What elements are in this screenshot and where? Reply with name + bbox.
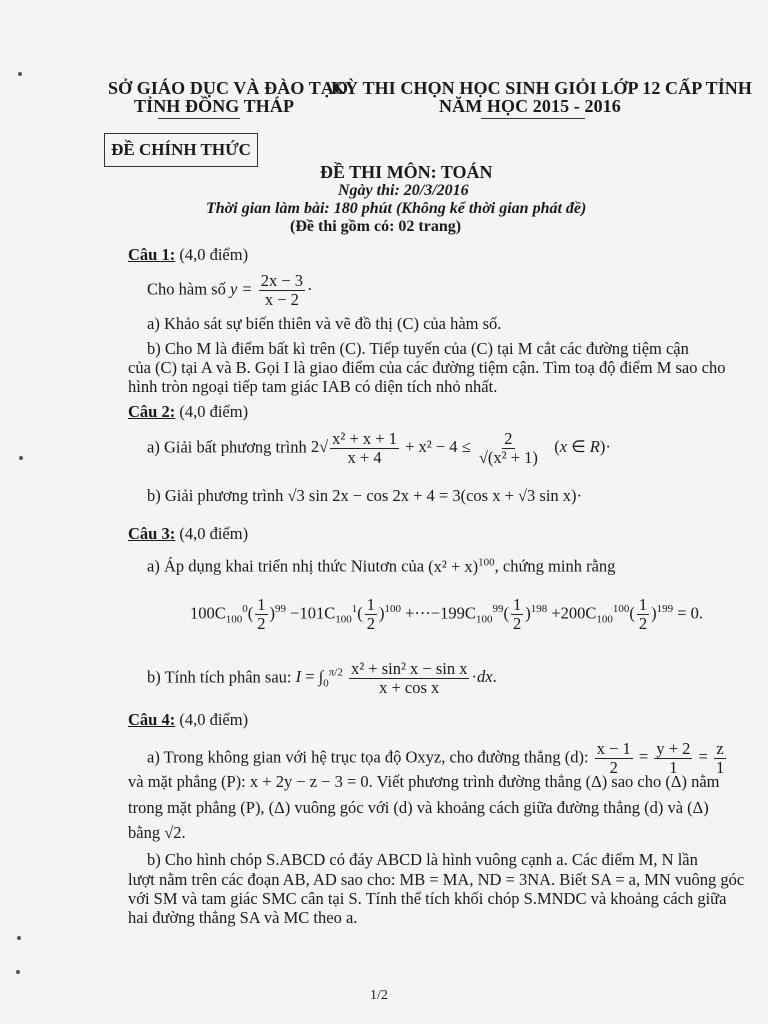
- scan-speck: [17, 936, 21, 940]
- q1-part-b-line2: của (C) tại A và B. Gọi I là giao điểm của các đường tiệm cận. Tìm toạ độ điểm M sao cho: [128, 358, 726, 377]
- q4-points: (4,0 điểm): [179, 710, 249, 729]
- q2-part-b-text: b) Giải phương trình: [147, 486, 284, 505]
- q4-part-b-line4: hai đường thẳng SA và MC theo a.: [128, 908, 358, 927]
- q3-part-a: [147, 556, 615, 577]
- q2-inequality: 2√ $\frac{\text{x² + x + 1}}{x + 4}$ + x² − 4 ≤ $\frac{2}{\text{√(x² + 1)}}$ (x ∈ R)·: [310, 429, 611, 468]
- page-number: 1/2: [370, 988, 388, 1003]
- scan-speck: [18, 72, 22, 76]
- q3-binomial: $(x^2 + x)^{100}$: [428, 556, 495, 576]
- q2-equation: √3 sin 2x − cos 2x + 4 = 3(cos x + √3 sin x)·: [287, 486, 583, 505]
- q1-part-b-line3: hình tròn ngoại tiếp tam giác IAB có diện tích nhỏ nhất.: [128, 377, 498, 396]
- q4-label: Câu 4:: [128, 710, 176, 729]
- q1-points: (4,0 điểm): [179, 245, 249, 264]
- q3-points: (4,0 điểm): [179, 524, 249, 543]
- q4-header: [128, 710, 248, 730]
- header-rule-left: [158, 118, 240, 119]
- q2-part-b: [147, 486, 582, 506]
- q3-integral: $I = \int_0^{\pi/2}$ $\frac{\text{x² + sin² x − sin x}}{\text{x + cos x}}$ ·dx.: [295, 659, 497, 698]
- exam-page-count: (Đề thi gồm có: 02 trang): [290, 218, 462, 235]
- q3-part-a-text: a) Áp dụng khai triển nhị thức Niutơn của: [147, 556, 425, 576]
- exam-name: KỲ THI CHỌN HỌC SINH GIỎI LỚP 12 CẤP TỈNH: [331, 78, 753, 98]
- q3-part-b-text: b) Tính tích phân sau:: [147, 667, 292, 687]
- q2-header: [128, 402, 248, 422]
- dept-name: SỞ GIÁO DỤC VÀ ĐÀO TẠO: [108, 78, 349, 98]
- q3-part-b: [147, 660, 497, 697]
- q1-function: Cho hàm số y = $\frac{2x - 3}{x - 2}$ ·: [147, 271, 313, 310]
- q2-part-a-text: a) Giải bất phương trình: [147, 437, 307, 457]
- q3-label: Câu 3:: [128, 524, 176, 543]
- q4-line-d: $\frac{x - 1}{2}$ = $\frac{y + 2}{1}$ = $\frac{z}{1}$: [596, 739, 725, 778]
- q4-part-b-line3: với SM và tam giác SMC cân tại S. Tính thể tích khối chóp S.MNDC và khoảng cách giữa: [128, 889, 727, 908]
- q1-formula: y =: [229, 279, 253, 299]
- q1-intro: Cho hàm số: [147, 279, 226, 299]
- scan-speck: [16, 970, 20, 974]
- q3-header: [128, 524, 248, 544]
- q1-header: [128, 245, 248, 265]
- q2-label: Câu 2:: [128, 402, 176, 421]
- q1-part-b-line1: b) Cho M là điểm bất kì trên (C). Tiếp tuyến của (C) tại M cắt các đường tiệm cận: [147, 339, 689, 358]
- province-name: TỈNH ĐỒNG THÁP: [134, 96, 295, 116]
- q2-points: (4,0 điểm): [179, 402, 249, 421]
- official-exam-box: ĐỀ CHÍNH THỨC: [104, 133, 258, 167]
- school-year: NĂM HỌC 2015 - 2016: [439, 96, 621, 116]
- q4-part-a-line2: và mặt phẳng (P): x + 2y − z − 3 = 0. Viết phương trình đường thẳng (Δ) sao cho (Δ) nằm: [128, 772, 720, 791]
- exam-date: Ngày thi: 20/3/2016: [338, 182, 469, 199]
- exam-duration: Thời gian làm bài: 180 phút (Không kể thời gian phát đề): [206, 200, 587, 217]
- q4-part-b-line1: b) Cho hình chóp S.ABCD có đáy ABCD là hình vuông cạnh a. Các điểm M, N lần: [147, 850, 698, 869]
- q3-part-a-tail: , chứng minh rằng: [494, 556, 616, 576]
- exam-subject: ĐỀ THI MÔN: TOÁN: [320, 162, 493, 182]
- q1-part-a: a) Khảo sát sự biến thiên và vẽ đồ thị (C) của hàm số.: [147, 314, 502, 333]
- header-rule-right: [481, 118, 585, 119]
- q4-part-a-line4: bằng √2.: [128, 823, 186, 842]
- q4-part-a-line3: trong mặt phẳng (P), (Δ) vuông góc với (d) và khoảng cách giữa đường thẳng (d) và (Δ): [128, 798, 709, 817]
- q3-identity: $100C_{100}^0$( $\frac{1}{2}$ )$^{99} -101C_{100}^1$( $\frac{1}{2}$ )$^{100} +\cdot\cdot\cdot-199C_{100}^{99}$( $\frac{1}{2}$ )$^{198} +200C_{100}^{100}$( $\frac{1}{2}$ )$^{199}$ = 0.: [190, 595, 704, 634]
- q4-part-a-line1-text: a) Trong không gian với hệ trục tọa độ Oxyz, cho đường thẳng (d):: [147, 747, 589, 767]
- scan-speck: [19, 456, 23, 460]
- q2-part-a: [147, 430, 611, 467]
- q1-label: Câu 1:: [128, 245, 176, 264]
- q1-fraction: $\frac{2x - 3}{x - 2}$: [260, 271, 303, 310]
- q4-part-b-line2: lượt nằm trên các đoạn AB, AD sao cho: MB = MA, ND = 3NA. Biết SA = a, MN vuông góc: [128, 870, 745, 889]
